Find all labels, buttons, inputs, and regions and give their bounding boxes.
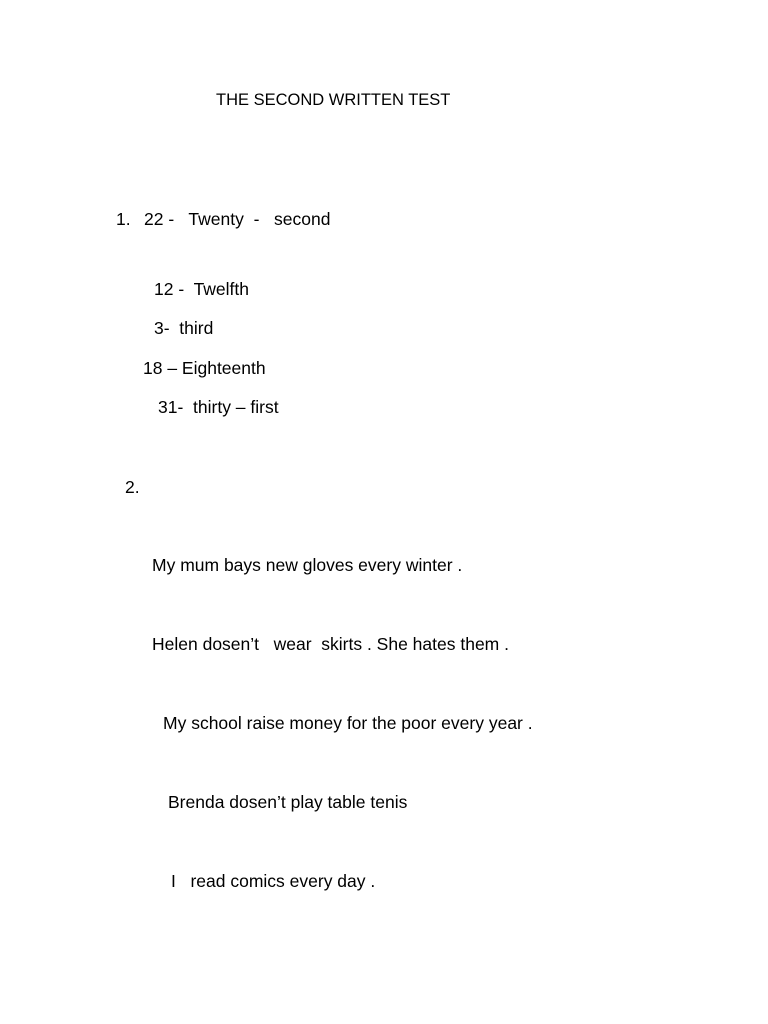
question-1-item: 18 – Eighteenth bbox=[143, 358, 266, 378]
question-2-sentence: My school raise money for the poor every year . bbox=[163, 713, 533, 733]
question-2-sentence: Helen dosen’t wear skirts . She hates them . bbox=[152, 634, 509, 654]
question-1-item: 22 - Twenty - second bbox=[144, 209, 331, 229]
page-title: THE SECOND WRITTEN TEST bbox=[216, 91, 451, 109]
question-2-number: 2. bbox=[125, 477, 140, 497]
question-1-number: 1. bbox=[116, 209, 131, 229]
question-2-sentence: My mum bays new gloves every winter . bbox=[152, 555, 463, 575]
question-2-sentence: Brenda dosen’t play table tenis bbox=[168, 792, 408, 812]
question-1-item: 12 - Twelfth bbox=[154, 279, 250, 299]
question-2-sentence: I read comics every day . bbox=[171, 871, 376, 891]
question-1-item: 3- third bbox=[154, 318, 214, 338]
question-1-item: 31- thirty – first bbox=[158, 397, 279, 417]
